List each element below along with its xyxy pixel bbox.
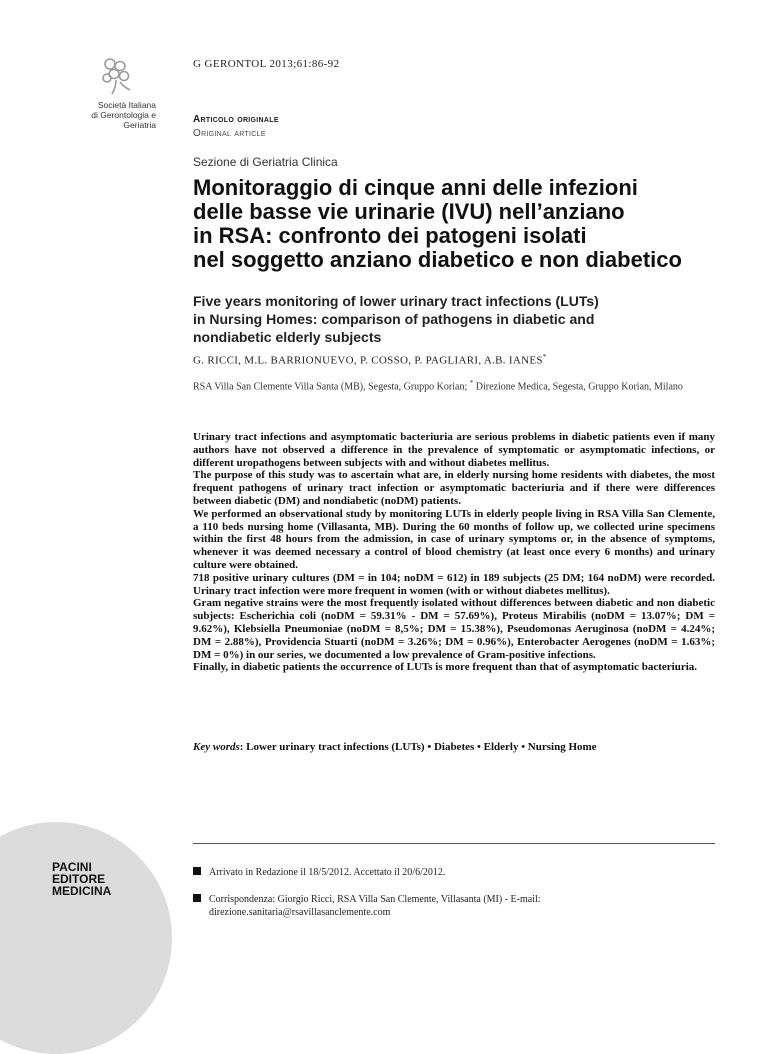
subtitle-line: nondiabetic elderly subjects [193, 329, 382, 345]
abstract-paragraph: Finally, in diabetic patients the occurrence of LUTs is more frequent than that of asymptomatic bacteriuria. [193, 661, 698, 674]
affiliation: RSA Villa San Clemente Villa Santa (MB), Segesta, Gruppo Korian; * Direzione Medica, Segesta, Gruppo Korian, Milano [193, 379, 683, 393]
abstract-paragraph: The purpose of this study was to ascertain what are, in elderly nursing home residents with diabetes, the most frequent pathogens of urinary tract infection or asymptomatic bacteriuria and if there were differences between diabetic (DM) and nondiabetic (noDM) patients. [193, 469, 715, 507]
article-type-it: Articolo originale [193, 114, 279, 125]
english-title [193, 292, 713, 346]
bullet-square-icon [193, 894, 201, 902]
abstract [193, 431, 715, 674]
keywords [193, 741, 715, 754]
author-list: G. RICCI, M.L. BARRIONUEVO, P. COSSO, P. PAGLIARI, A.B. IANES* [193, 353, 547, 367]
title-line: in RSA: confronto dei patogeni isolati [193, 223, 587, 248]
abstract-paragraph: We performed an observational study by monitoring LUTs in elderly people living in RSA Villa San Clemente, a 110 beds nursing home (Villasanta, MB). During the 60 months of follow up, we collected urine specimens within the first 48 hours from the admission, in case of urinary symptoms or, in the absence of symptoms, whenever it was deemed necessary a control of blood chemistry (at least once every 6 months) and urinary culture were obtained. [193, 507, 715, 571]
keywords-value: : Lower urinary tract infections (LUTs) • Diabetes • Elderly • Nursing Home [239, 741, 597, 753]
society-logo [76, 56, 156, 96]
bullet-square-icon [193, 867, 201, 875]
publisher-name: PACINI EDITORE MEDICINA [52, 860, 112, 898]
abstract-paragraph: Urinary tract infections and asymptomatic bacteriuria are serious problems in diabetic patients even if many authors have not observed a difference in the prevalence of symptomatic or asymptomatic infections, or different uropathogens between subjects with and without diabetes mellitus. [193, 431, 715, 469]
title-line: nel soggetto anziano diabetico e non diabetico [193, 247, 682, 272]
correspondence-note: Corrispondenza: Giorgio Ricci, RSA Villa San Clemente, Villasanta (MI) - E-mail: direzione.sanitaria@rsavillasanclemente.com [193, 893, 715, 919]
abstract-paragraph: 718 positive urinary cultures (DM = in 104; noDM = 612) in 189 subjects (25 DM; 164 noDM) were recorded. Urinary tract infection were more frequent in women (with or without diabetes mellitus). [193, 571, 715, 597]
footnote-divider [193, 843, 715, 844]
article-title [193, 176, 713, 272]
title-line: Monitoraggio di cinque anni delle infezioni [193, 175, 638, 200]
received-note: Arrivato in Redazione il 18/5/2012. Accettato il 20/6/2012. [193, 866, 715, 879]
author-mark: * [542, 353, 547, 361]
section-label: Sezione di Geriatria Clinica [193, 155, 338, 169]
abstract-paragraph: Gram negative strains were the most frequently isolated without differences between diabetic and non diabetic subjects: Escherichia coli (noDM = 59.31% - DM = 57.69%), Proteus Mirabilis (noDM = 13.07%; DM = 9.62%), Klebsiella Pneumoniae (noDM = 8,5%; DM = 15.38%), Pseudomonas Aeruginosa (noDM = 4.24%; DM = 2.88%), Providencia Stuarti (noDM = 3.26%; DM = 0.96%), Enterobacter Aerogenes (noDM = 1.63%; DM = 0%) in our series, we documented a low prevalence of Gram-positive infections. [193, 597, 715, 661]
subtitle-line: in Nursing Homes: comparison of pathogens in diabetic and [193, 311, 595, 327]
journal-reference: G GERONTOL 2013;61:86-92 [193, 58, 340, 70]
title-line: delle basse vie urinarie (IVU) nell’anziano [193, 199, 625, 224]
subtitle-line: Five years monitoring of lower urinary tract infections (LUTs) [193, 293, 599, 309]
keywords-label: Key words [193, 741, 240, 753]
publisher-badge [0, 822, 172, 1054]
article-type-en: Original article [193, 128, 266, 139]
society-name: Società Italiana di Gerontologia e Geriatria [91, 100, 156, 130]
